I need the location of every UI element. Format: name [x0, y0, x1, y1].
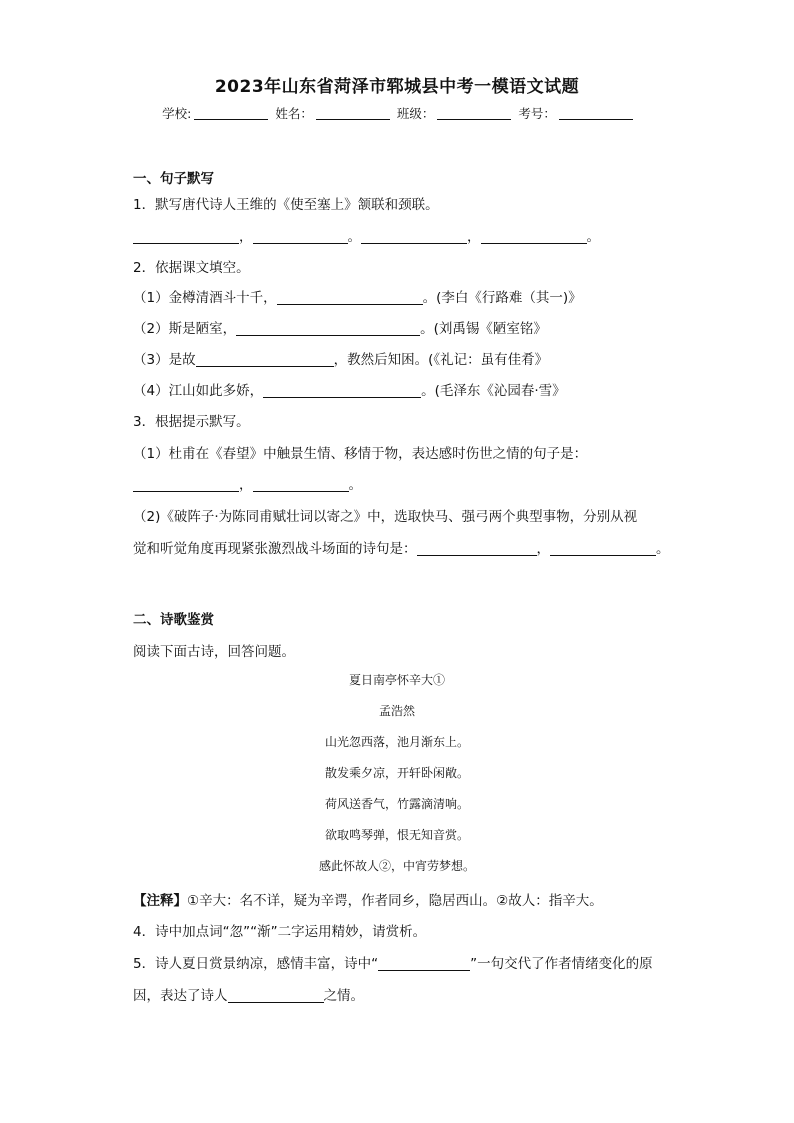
period: 。	[656, 541, 670, 557]
comma: ，	[239, 229, 253, 245]
question-2-4	[133, 379, 566, 399]
question-1-answer-row	[133, 225, 600, 245]
poem-author: 孟浩然	[378, 704, 415, 718]
poem-notes	[133, 889, 603, 909]
answer-blank[interactable]	[133, 477, 239, 492]
question-2: 2．依据课文填空。	[133, 260, 250, 276]
answer-blank[interactable]	[228, 988, 324, 1003]
comma: ，	[536, 541, 550, 557]
note-text: ①辛大：名不详，疑为辛谔，作者同乡，隐居西山。②故人：指辛大。	[187, 893, 603, 909]
question-2-4-source: 。(毛泽东《沁园春·雪》	[421, 383, 566, 399]
poem-line: 散发乘夕凉，开轩卧闲敞。	[324, 766, 469, 780]
answer-blank[interactable]	[253, 477, 349, 492]
section1-heading: 一、句子默写	[133, 171, 214, 187]
name-label: 姓名：	[275, 106, 313, 121]
poem-line: 山光忽西落，池月渐东上。	[324, 735, 469, 749]
question-5-text: 因，表达了诗人	[133, 988, 228, 1004]
question-3-2-text: 觉和听觉角度再现紧张激烈战斗场面的诗句是：	[133, 541, 417, 557]
question-2-1-source: 。(李白《行路难（其一)》	[422, 290, 582, 306]
answer-blank[interactable]	[263, 383, 421, 398]
question-2-2	[133, 317, 547, 337]
section2-intro: 阅读下面古诗，回答问题。	[133, 644, 295, 660]
question-5-text: 5．诗人夏日赏景纳凉，感情丰富，诗中“	[133, 956, 379, 972]
question-5-text: 之情。	[323, 988, 364, 1004]
question-1: 1．默写唐代诗人王维的《使至塞上》颔联和颈联。	[133, 197, 439, 213]
question-3: 3．根据提示默写。	[133, 414, 250, 430]
period: 。	[348, 477, 362, 493]
question-3-2-line2	[133, 537, 670, 557]
page-title: 2023年山东省菏泽市郓城县中考一模语文试题	[214, 77, 580, 97]
question-4: 4．诗中加点词“忽”“渐”二字运用精妙，请赏析。	[133, 924, 427, 940]
question-2-4-text: （4）江山如此多娇，	[133, 383, 264, 399]
class-blank[interactable]	[437, 106, 511, 120]
poem-title: 夏日南亭怀辛大①	[348, 673, 445, 687]
note-label: 【注释】	[133, 893, 187, 909]
number-label: 考号：	[518, 106, 556, 121]
answer-blank[interactable]	[361, 229, 467, 244]
question-5-text: ”一句交代了作者情绪变化的原	[470, 956, 653, 972]
section2-heading: 二、诗歌鉴赏	[133, 612, 214, 628]
answer-blank[interactable]	[196, 352, 334, 367]
question-5-line2	[133, 984, 364, 1004]
question-2-1	[133, 286, 582, 306]
school-label: 学校:	[162, 106, 192, 121]
question-2-2-source: 。(刘禹锡《陋室铭》	[420, 321, 547, 337]
comma: ，	[239, 477, 253, 493]
answer-blank[interactable]	[417, 541, 537, 556]
question-2-3	[133, 348, 548, 368]
answer-blank[interactable]	[133, 229, 239, 244]
answer-blank[interactable]	[378, 956, 470, 971]
school-blank[interactable]	[194, 106, 268, 120]
question-3-1: （1）杜甫在《春望》中触景生情、移情于物，表达感时伤世之情的句子是：	[133, 446, 588, 462]
period: 。	[586, 229, 600, 245]
number-blank[interactable]	[559, 106, 633, 120]
class-label: 班级：	[396, 106, 435, 121]
question-3-2-line1: （2)《破阵子·为陈同甫赋壮词以寄之》中，选取快马、强弓两个典型事物，分别从视	[133, 509, 638, 525]
poem-line: 感此怀故人②，中宵劳梦想。	[318, 859, 475, 873]
poem-line: 荷风送香气，竹露滴清响。	[324, 797, 469, 811]
comma: ，	[467, 229, 481, 245]
poem-line: 欲取鸣琴弹，恨无知音赏。	[324, 828, 469, 842]
question-2-1-text: （1）金樽清酒斗十千，	[133, 290, 277, 306]
answer-blank[interactable]	[481, 229, 587, 244]
period: 。	[347, 229, 361, 245]
student-info-row	[0, 104, 794, 122]
question-3-1-answer-row	[133, 473, 362, 493]
name-blank[interactable]	[316, 106, 390, 120]
answer-blank[interactable]	[236, 321, 420, 336]
question-2-3-source: ，教然后知困。(《礼记：虽有佳肴》	[333, 352, 549, 368]
answer-blank[interactable]	[253, 229, 348, 244]
question-2-3-text: （3）是故	[133, 352, 196, 368]
question-2-2-text: （2）斯是陋室，	[133, 321, 237, 337]
answer-blank[interactable]	[277, 290, 423, 305]
question-5-line1	[133, 952, 653, 972]
answer-blank[interactable]	[550, 541, 656, 556]
